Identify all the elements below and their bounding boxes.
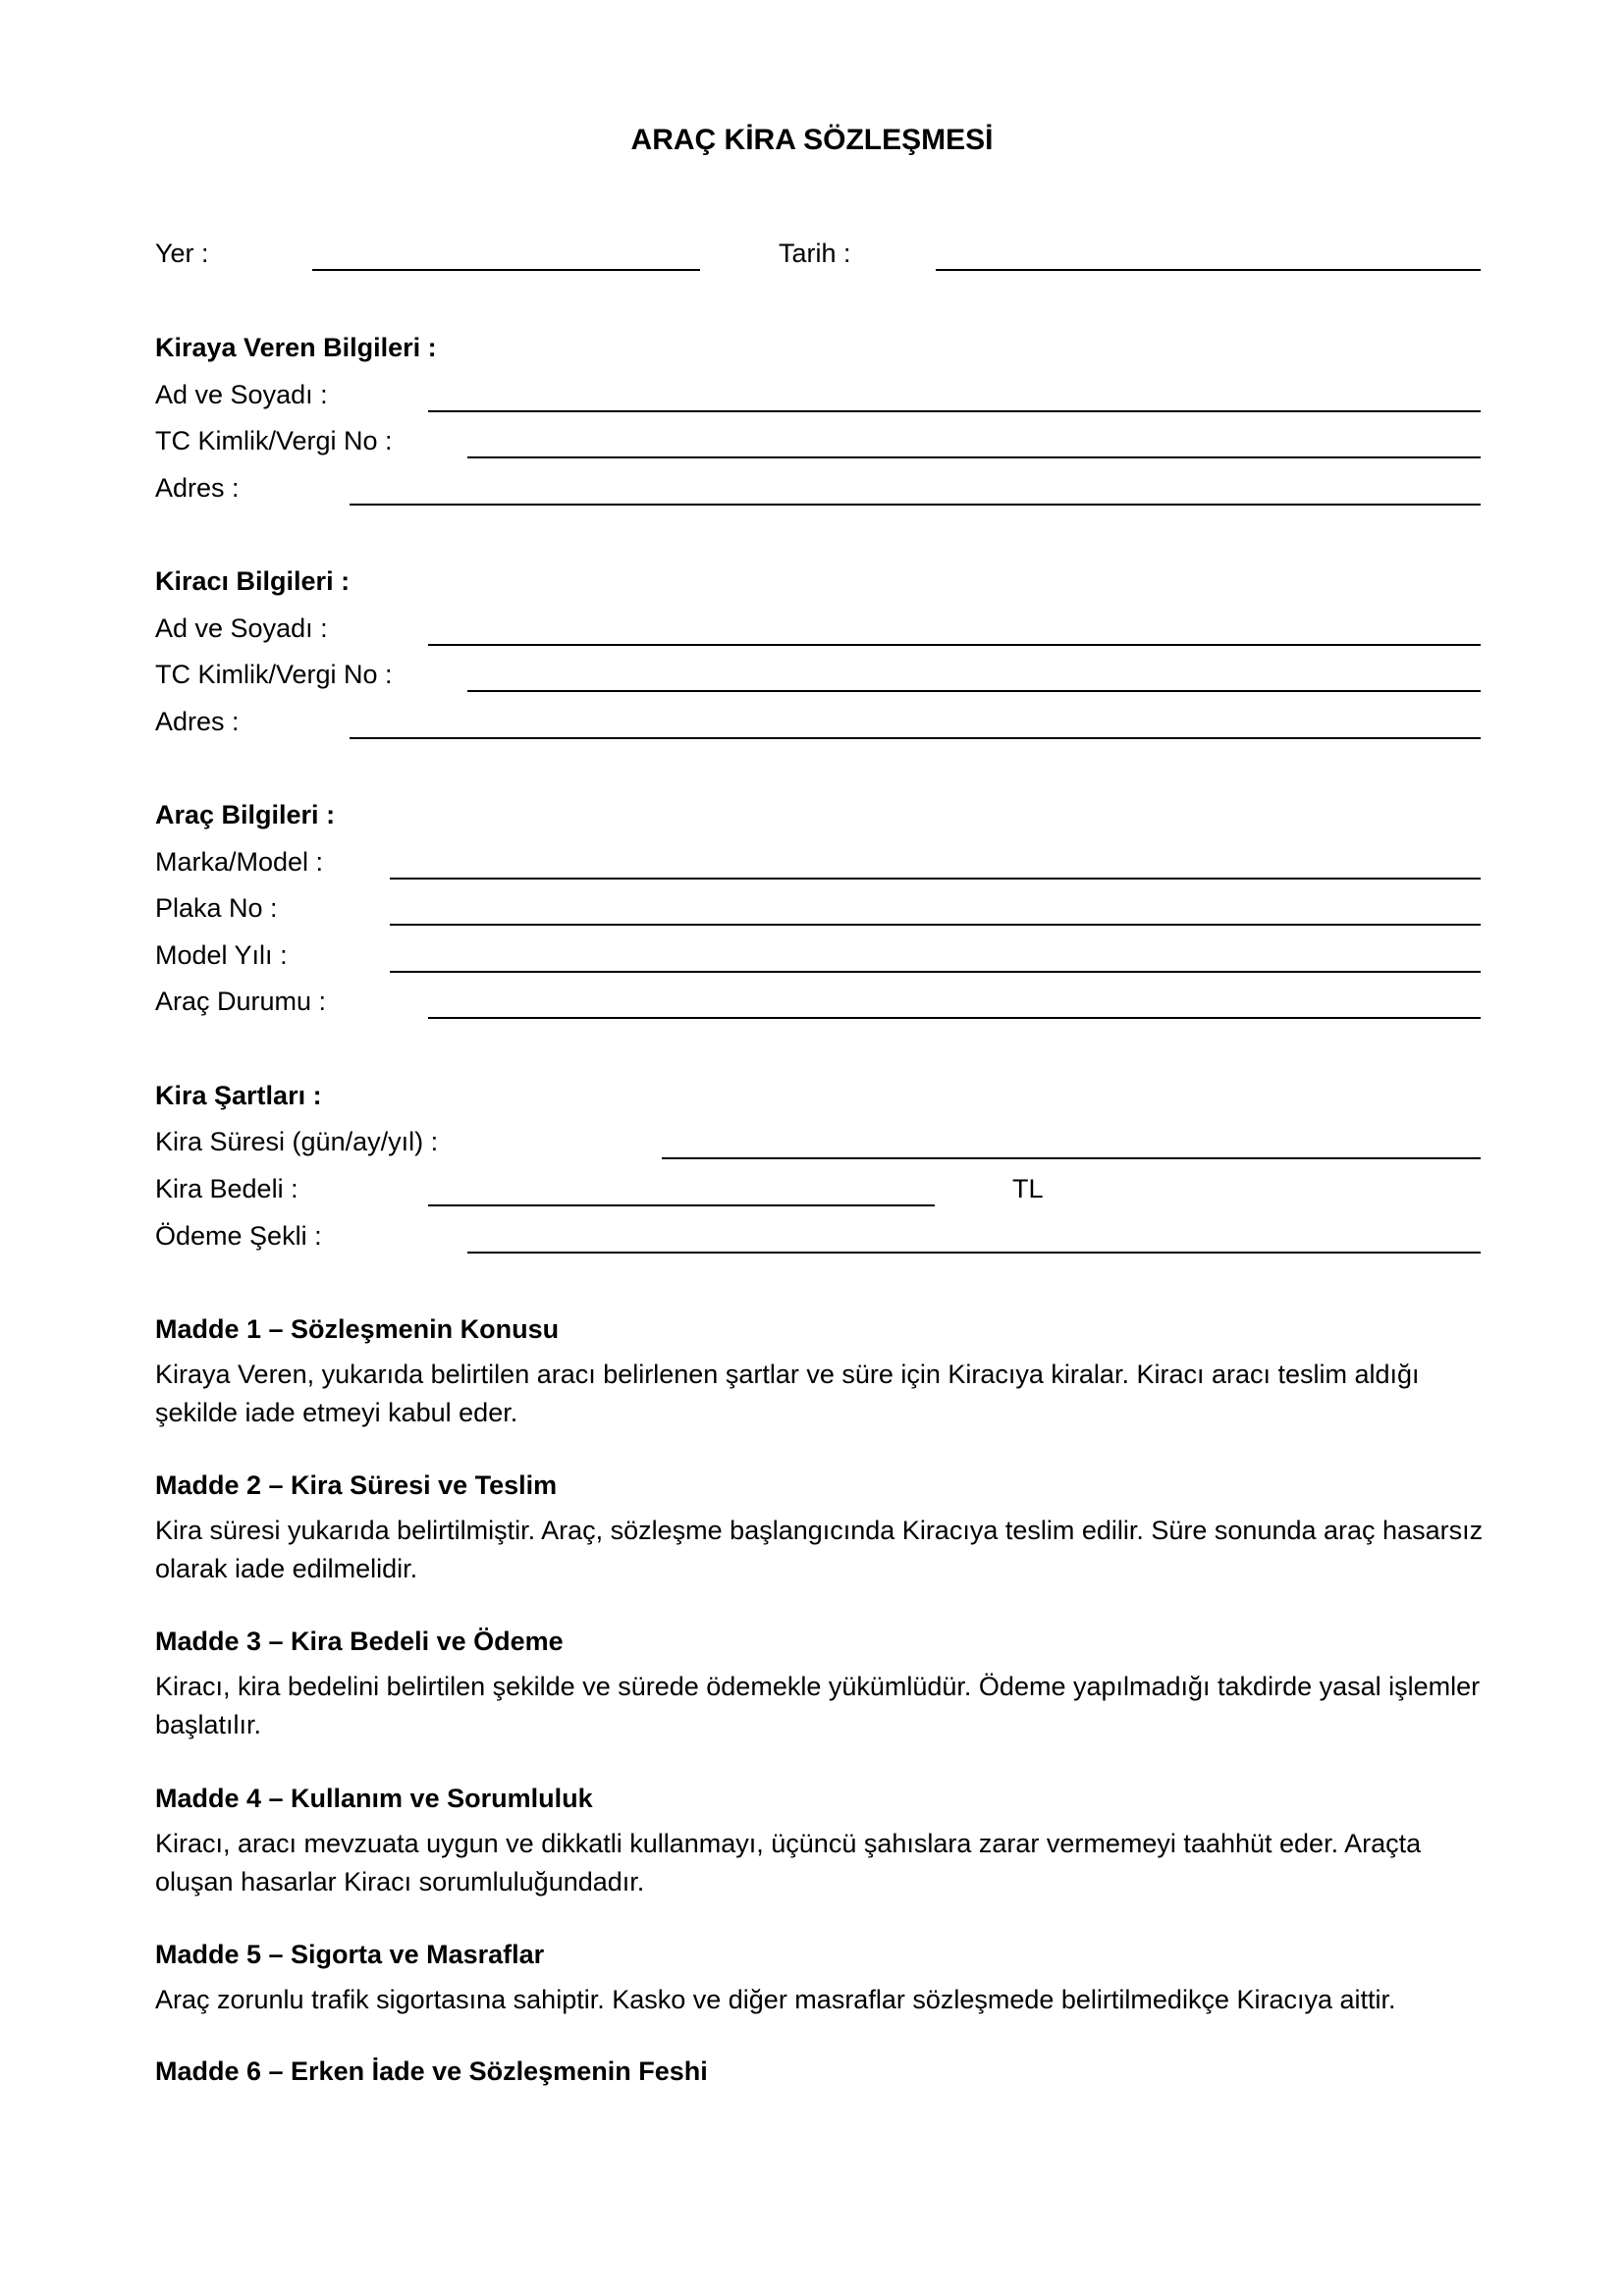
- article-6-heading: Madde 6 – Erken İade ve Sözleşmenin Feshi: [155, 2056, 708, 2086]
- tenant-heading: Kiracı Bilgileri :: [155, 566, 351, 596]
- place-field[interactable]: [312, 269, 700, 271]
- lessor-heading: Kiraya Veren Bilgileri :: [155, 333, 437, 362]
- article-1-heading: Madde 1 – Sözleşmenin Konusu: [155, 1314, 560, 1344]
- tenant-id-label: TC Kimlik/Vergi No :: [155, 660, 393, 689]
- tenant-address-field[interactable]: [350, 737, 1481, 739]
- currency-label: TL: [1012, 1174, 1044, 1203]
- article-5-text: Araç zorunlu trafik sigortasına sahiptir. Kasko ve diğer masraflar sözleşmede belirtilmedikçe Kiracıya aittir.: [155, 1985, 1396, 2014]
- place-label: Yer :: [155, 239, 209, 268]
- document-title: ARAÇ KİRA SÖZLEŞMESİ: [630, 124, 994, 156]
- article-1-text: Kiraya Veren, yukarıda belirtilen aracı belirlenen şartlar ve süre için Kiracıya kiralar. Kiracı aracı teslim aldığı şekilde iade etmeyi kabul eder.: [155, 1360, 1420, 1427]
- terms-duration-label: Kira Süresi (gün/ay/yıl) :: [155, 1127, 439, 1156]
- terms-fee-label: Kira Bedeli :: [155, 1174, 298, 1203]
- lessor-name-label: Ad ve Soyadı :: [155, 380, 328, 409]
- lessor-id-label: TC Kimlik/Vergi No :: [155, 426, 393, 455]
- article-4-heading: Madde 4 – Kullanım ve Sorumluluk: [155, 1784, 593, 1813]
- lessor-name-field[interactable]: [428, 410, 1481, 412]
- vehicle-year-label: Model Yılı :: [155, 940, 288, 970]
- vehicle-condition-field[interactable]: [428, 1017, 1481, 1019]
- tenant-address-label: Adres :: [155, 707, 240, 736]
- terms-duration-field[interactable]: [662, 1157, 1481, 1159]
- lessor-id-field[interactable]: [467, 456, 1481, 458]
- vehicle-brand-label: Marka/Model :: [155, 847, 324, 877]
- article-5-heading: Madde 5 – Sigorta ve Masraflar: [155, 1940, 545, 1969]
- article-4-text: Kiracı, aracı mevzuata uygun ve dikkatli kullanmayı, üçüncü şahıslara zarar vermemeyi taahhüt eder. Araçta oluşan hasarlar Kiracı sorumluluğundadır.: [155, 1829, 1422, 1896]
- lessor-address-label: Adres :: [155, 473, 240, 503]
- tenant-name-label: Ad ve Soyadı :: [155, 614, 328, 643]
- terms-heading: Kira Şartları :: [155, 1081, 322, 1110]
- tenant-name-field[interactable]: [428, 644, 1481, 646]
- article-3-heading: Madde 3 – Kira Bedeli ve Ödeme: [155, 1627, 564, 1656]
- date-field[interactable]: [936, 269, 1481, 271]
- tenant-id-field[interactable]: [467, 690, 1481, 692]
- vehicle-plate-field[interactable]: [390, 924, 1481, 926]
- terms-payment-field[interactable]: [467, 1252, 1481, 1254]
- vehicle-plate-label: Plaka No :: [155, 893, 278, 923]
- terms-payment-label: Ödeme Şekli :: [155, 1221, 322, 1251]
- vehicle-condition-label: Araç Durumu :: [155, 987, 327, 1016]
- article-2-text: Kira süresi yukarıda belirtilmiştir. Araç, sözleşme başlangıcında Kiracıya teslim edilir. Süre sonunda araç hasarsız olarak iade edilmelidir.: [155, 1516, 1484, 1583]
- vehicle-heading: Araç Bilgileri :: [155, 800, 336, 829]
- vehicle-year-field[interactable]: [390, 971, 1481, 973]
- lessor-address-field[interactable]: [350, 504, 1481, 506]
- article-3-text: Kiracı, kira bedelini belirtilen şekilde ve sürede ödemekle yükümlüdür. Ödeme yapılmadığı takdirde yasal işlemler başlatılır.: [155, 1672, 1481, 1739]
- terms-fee-field[interactable]: [428, 1204, 935, 1206]
- vehicle-brand-field[interactable]: [390, 878, 1481, 880]
- date-label: Tarih :: [779, 239, 851, 268]
- article-2-heading: Madde 2 – Kira Süresi ve Teslim: [155, 1470, 558, 1500]
